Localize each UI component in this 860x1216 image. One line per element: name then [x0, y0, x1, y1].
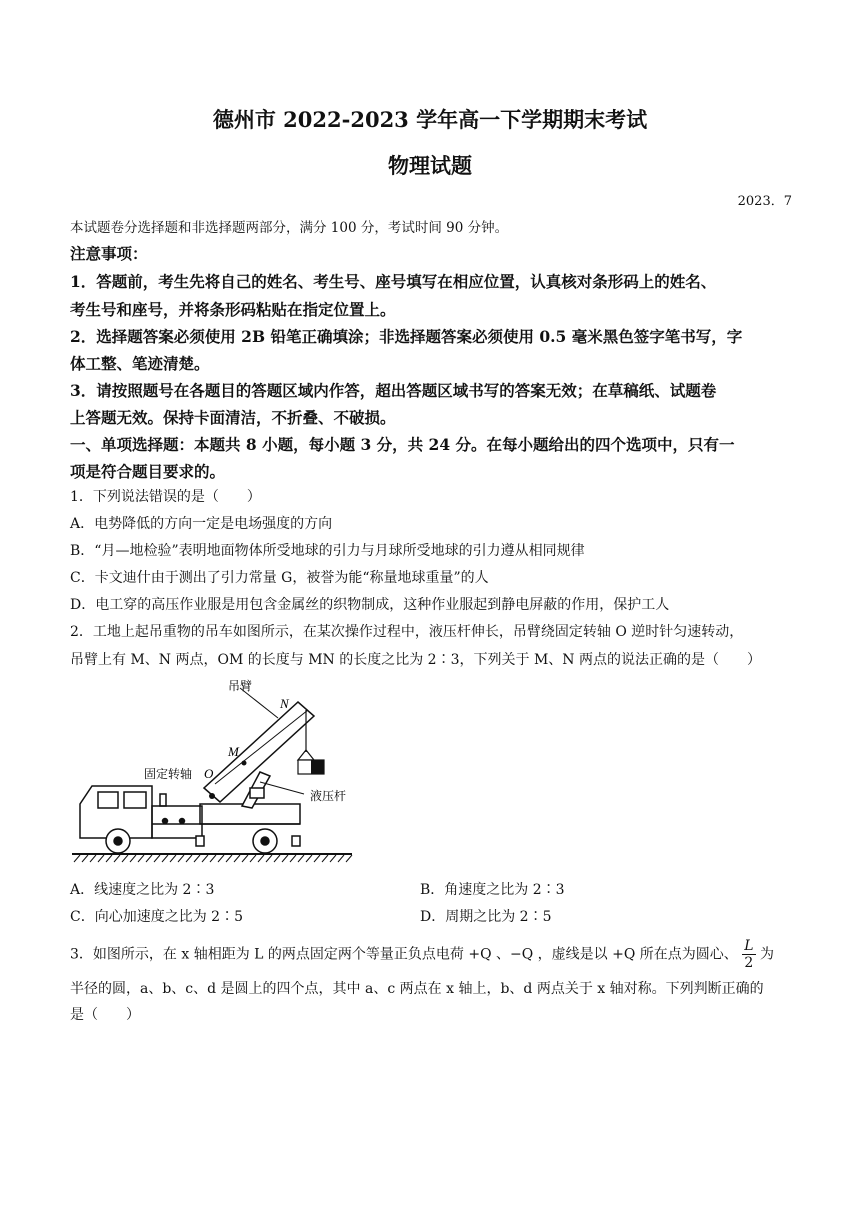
label-fixed-axis: 固定转轴 [144, 767, 193, 781]
point-m [242, 761, 247, 766]
fraction-denominator: 2 [744, 955, 754, 971]
question-3-line-3: 是（ ） [70, 1007, 140, 1023]
question-2-option-d: D．周期之比为 2∶5 [420, 909, 552, 925]
label-n: N [280, 696, 289, 711]
pivot-point-o [209, 793, 215, 799]
label-boom: 吊臂 [228, 679, 253, 693]
question-2-option-b: B．角速度之比为 2∶3 [420, 882, 565, 898]
note-2-line-1: 2．选择题答案必须使用 2B 铅笔正确填涂；非选择题答案必须使用 0.5 毫米黑色签字笔书写，字 [70, 327, 743, 346]
section-1-line-2: 项是符合题目要求的。 [70, 462, 226, 481]
question-1-option-b: B．“月—地检验”表明地面物体所受地球的引力与月球所受地球的引力遵从相同规律 [70, 543, 585, 559]
truck-cab [80, 786, 202, 838]
notes-heading: 注意事项： [70, 244, 148, 263]
exam-subtitle: 物理试题 [388, 153, 472, 178]
question-2-option-a: A．线速度之比为 2∶3 [70, 882, 215, 898]
question-1-option-a: A．电势降低的方向一定是电场强度的方向 [70, 516, 333, 532]
crane-figure [70, 676, 370, 866]
section-1-line-1: 一、单项选择题：本题共 8 小题，每小题 3 分，共 24 分。在每小题给出的四个选项中，只有一 [70, 435, 735, 454]
note-3-line-2: 上答题无效。保持卡面清洁，不折叠、不破损。 [70, 408, 396, 427]
note-1-line-2: 考生号和座号，并将条形码粘贴在指定位置上。 [70, 300, 396, 319]
question-2-stem-line-1: 2．工地上起吊重物的吊车如图所示，在某次操作过程中，液压杆伸长，吊臂绕固定转轴 O 逆时针匀速转动， [70, 624, 744, 640]
label-o: O [204, 766, 214, 781]
question-2-option-c: C．向心加速度之比为 2∶5 [70, 909, 243, 925]
question-3-line-2: 半径的圆，a、b、c、d 是圆上的四个点，其中 a、c 两点在 x 轴上，b、d 两点关于 x 轴对称。下列判断正确的 [70, 981, 764, 997]
question-3-line-1-text: 3．如图所示，在 x 轴相距为 L 的两点固定两个等量正负点电荷 +Q 、−Q ，虚线是以 +Q 所在点为圆心、 [70, 946, 738, 963]
fraction-numerator: L [744, 938, 754, 954]
exam-date: 2023．7 [737, 194, 792, 209]
note-2-line-2: 体工整、笔迹清楚。 [70, 354, 210, 373]
exam-title: 德州市 2022-2023 学年高一下学期期末考试 [212, 107, 648, 132]
question-3-line-1 [70, 938, 800, 971]
question-3-line-1-end: 为 [759, 946, 774, 963]
label-m: M [228, 744, 239, 759]
intro-text: 本试题卷分选择题和非选择题两部分，满分 100 分，考试时间 90 分钟。 [70, 220, 509, 236]
question-1-option-c: C．卡文迪什由于测出了引力常量 G，被誉为能“称量地球重量”的人 [70, 570, 489, 586]
truck-wheels [106, 829, 300, 853]
question-1-option-d: D．电工穿的高压作业服是用包含金属丝的织物制成，这种作业服起到静电屏蔽的作用，保护工人 [70, 597, 670, 613]
note-1-line-1: 1．答题前，考生先将自己的姓名、考生号、座号填写在相应位置，认真核对条形码上的姓名、 [70, 272, 717, 291]
note-3-line-1: 3．请按照题号在各题目的答题区域内作答，超出答题区域书写的答案无效；在草稿纸、试题卷 [70, 381, 717, 400]
question-1-stem: 1．下列说法错误的是（ ） [70, 489, 261, 505]
label-hydraulic-rod: 液压杆 [310, 789, 347, 803]
question-2-stem-line-2: 吊臂上有 M、N 两点，OM 的长度与 MN 的长度之比为 2∶3，下列关于 M、N 两点的说法正确的是（ ） [70, 652, 761, 668]
fraction-l-over-2 [742, 938, 755, 971]
